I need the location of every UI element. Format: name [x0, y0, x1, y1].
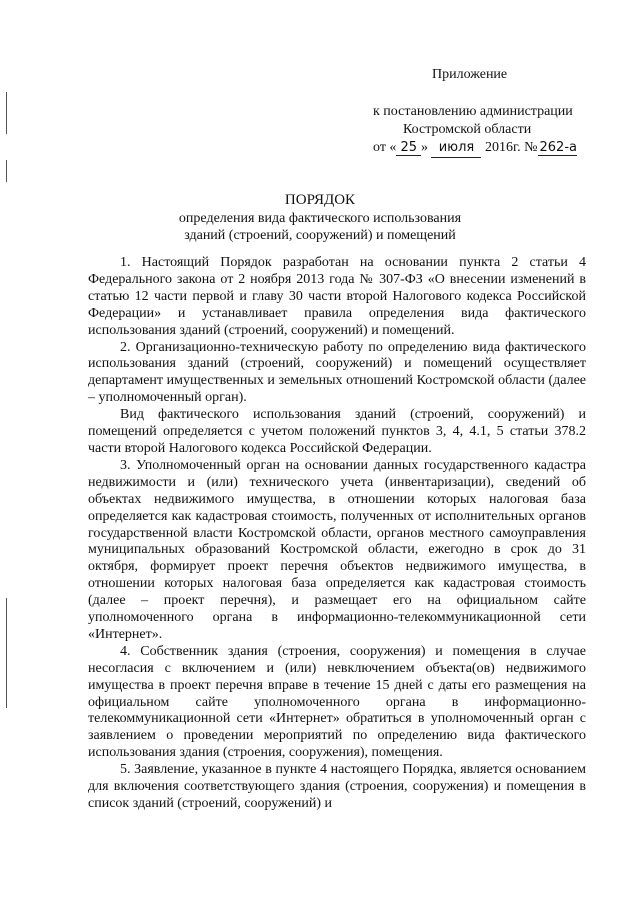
header-line-1: [373, 103, 573, 121]
subtitle-1-text: определения вида фактического использования: [178, 211, 462, 226]
date-month: июля: [431, 139, 481, 158]
appendix-text: Приложение: [432, 67, 508, 82]
paragraph-1: 1. Настоящий Порядок разработан на основании пункта 2 статьи 4 Федерального закона от 2 ноября 2013 года № 307-ФЗ «О внесении изменений в статью 12 части первой и главу 30 части второй Налогового кодекса Российской Федерации» и устанавливает правила определения вида фактического использования зданий (строений, сооружений) и помещений.: [88, 255, 586, 338]
title-main: ПОРЯДОК: [284, 192, 356, 208]
paragraph-2: 2. Организационно-техническую работу по определению вида фактического использования зданий (строений, сооружений) и помещений осуществляет департамент имущественных и земельных отношений Костромской области (далее – уполномоченный орган).: [88, 339, 586, 406]
subtitle-2-text: зданий (строений, сооружений) и помещений: [184, 228, 456, 243]
paragraph-4: 4. Собственник здания (строения, сооружения) и помещения в случае несогласия с включением и (или) невключением объекта(ов) недвижимого имущества в проект перечня вправе в течение 15 дней с даты его размещения на официальном сайте уполномоченного органа в информационно-телекоммуникационной сети «Интернет» обратиться в уполномоченный орган с заявлением о проведении мероприятий по определению вида фактического использования здания (строения, сооружения), помещения.: [88, 643, 586, 761]
date-year: 2016г. №: [484, 140, 538, 155]
document-number: 262-а: [539, 140, 577, 155]
paragraph-5: 5. Заявление, указанное в пункте 4 настоящего Порядка, является основанием для включения соответствующего здания (строения, сооружения) и помещения в список зданий (строений, сооружений) и: [88, 762, 586, 811]
scan-margin-mark: [6, 92, 7, 134]
header-line-1-text: к постановлению администрации: [373, 104, 573, 119]
document-title: [0, 191, 640, 210]
paragraph-3: 3. Уполномоченный орган на основании данных государственного кадастра недвижимости и (или) технического учета (инвентаризации), сведений об объектах недвижимого имущества, в отношении которых налоговая база определяется как кадастровая стоимость, полученных от исполнительных органов государственной власти Костромской области, органов местного самоуправления муниципальных образований Костромской области, ежегодно в срок до 31 октября, формирует проект перечня объектов недвижимого имущества, в отношении которых налоговая база определяется как кадастровая стоимость (далее – проект перечня), и размещает его на официальном сайте уполномоченного органа в информационно-телекоммуникационной сети «Интернет».: [88, 457, 586, 642]
appendix-label: [432, 66, 507, 84]
document-subtitle-2: [0, 226, 640, 245]
date-day: 25: [396, 140, 421, 156]
paragraph-2-continued: Вид фактического использования зданий (строений, сооружений) и помещений определяется с учетом положений пунктов 3, 4, 4.1, 5 статьи 378.2 части второй Налогового кодекса Российской Федерации.: [88, 407, 586, 456]
date-mid: »: [420, 140, 428, 155]
scan-margin-mark: [6, 160, 7, 182]
header-date-line: [373, 139, 577, 158]
header-line-2-text: Костромской области: [403, 122, 532, 137]
date-prefix: от «: [373, 140, 397, 155]
header-line-2: [403, 121, 531, 139]
document-body: [88, 255, 586, 813]
scan-margin-mark: [6, 598, 7, 708]
